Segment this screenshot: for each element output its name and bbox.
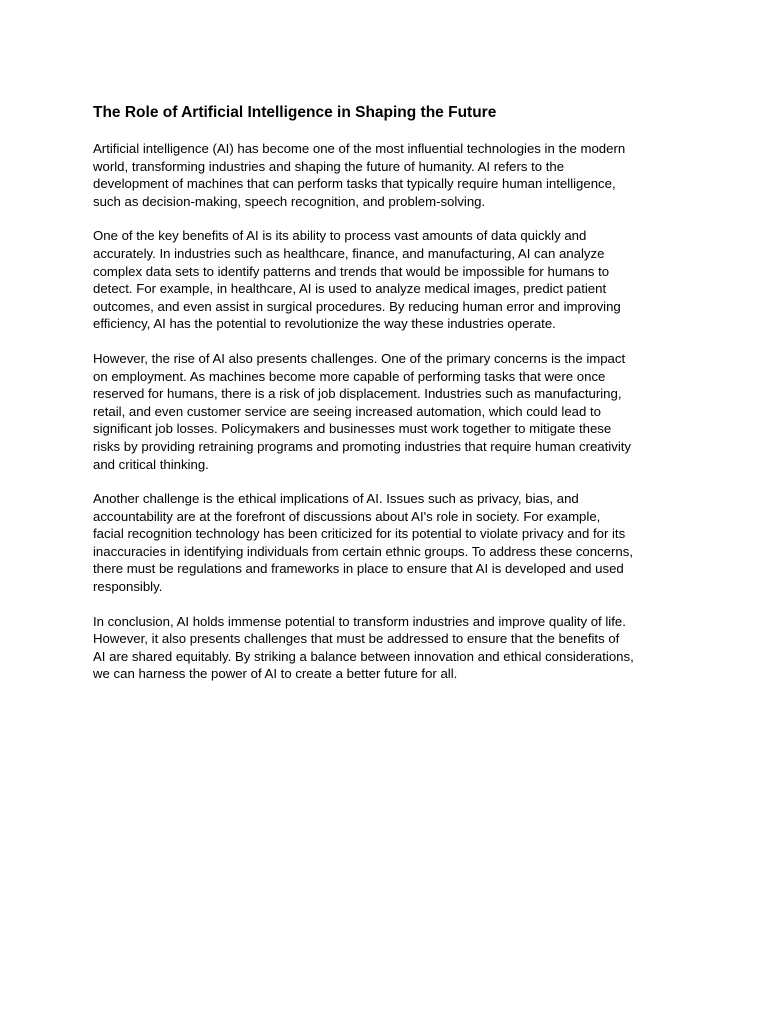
paragraph-line: responsibly.: [93, 579, 163, 595]
paragraph-line: on employment. As machines become more capable of performing tasks that were once: [93, 368, 606, 384]
paragraph-line: there must be regulations and frameworks in place to ensure that AI is developed and used: [93, 561, 624, 577]
document-page: [93, 103, 693, 700]
paragraph-line: reserved for humans, there is a risk of job displacement. Industries such as manufacturing,: [93, 386, 622, 402]
paragraph-line: facial recognition technology has been criticized for its potential to violate privacy and for its: [93, 526, 626, 542]
document-title: The Role of Artificial Intelligence in Shaping the Future: [93, 104, 497, 121]
paragraph-line: Artificial intelligence (AI) has become one of the most influential technologies in the modern: [93, 141, 626, 156]
paragraph-line: and critical thinking.: [93, 456, 209, 472]
paragraph-line: accountability are at the forefront of discussions about AI's role in society. For example,: [93, 508, 601, 524]
paragraph-line: outcomes, and even assist in surgical procedures. By reducing human error and improving: [93, 298, 621, 314]
paragraph-line: world, transforming industries and shaping the future of humanity. AI refers to the: [93, 158, 565, 174]
paragraph-line: Another challenge is the ethical implications of AI. Issues such as privacy, bias, and: [93, 491, 579, 507]
paragraph-line: we can harness the power of AI to create a better future for all.: [93, 666, 458, 682]
paragraph-2: [93, 227, 693, 333]
paragraph-5: [93, 613, 693, 683]
paragraph-line: AI are shared equitably. By striking a balance between innovation and ethical considerations,: [93, 648, 634, 664]
paragraph-line: In conclusion, AI holds immense potential to transform industries and improve quality of life.: [93, 613, 626, 629]
paragraph-line: complex data sets to identify patterns and trends that would be impossible for humans to: [93, 263, 610, 279]
paragraph-4: [93, 490, 693, 596]
paragraph-line: such as decision-making, speech recognition, and problem-solving.: [93, 193, 486, 209]
paragraph-line: detect. For example, in healthcare, AI is used to analyze medical images, predict patient: [93, 281, 607, 297]
paragraph-line: One of the key benefits of AI is its ability to process vast amounts of data quickly and: [93, 228, 587, 244]
paragraph-line: accurately. In industries such as healthcare, finance, and manufacturing, AI can analyze: [93, 245, 605, 261]
paragraph-line: risks by providing retraining programs and promoting industries that require human creativity: [93, 438, 632, 454]
paragraph-3: [93, 350, 693, 473]
paragraph-line: However, the rise of AI also presents challenges. One of the primary concerns is the impact: [93, 350, 626, 366]
paragraph-line: retail, and even customer service are seeing increased automation, which could lead to: [93, 403, 602, 419]
paragraph-1: [93, 140, 693, 210]
paragraph-line: significant job losses. Policymakers and businesses must work together to mitigate these: [93, 421, 612, 437]
paragraph-line: inaccuracies in identifying individuals from certain ethnic groups. To address these concerns,: [93, 543, 633, 559]
document-body: [93, 140, 693, 683]
paragraph-line: efficiency, AI has the potential to revolutionize the way these industries operate.: [93, 316, 556, 332]
paragraph-line: development of machines that can perform tasks that typically require human intelligence,: [93, 176, 616, 192]
paragraph-line: However, it also presents challenges that must be addressed to ensure that the benefits of: [93, 631, 620, 647]
